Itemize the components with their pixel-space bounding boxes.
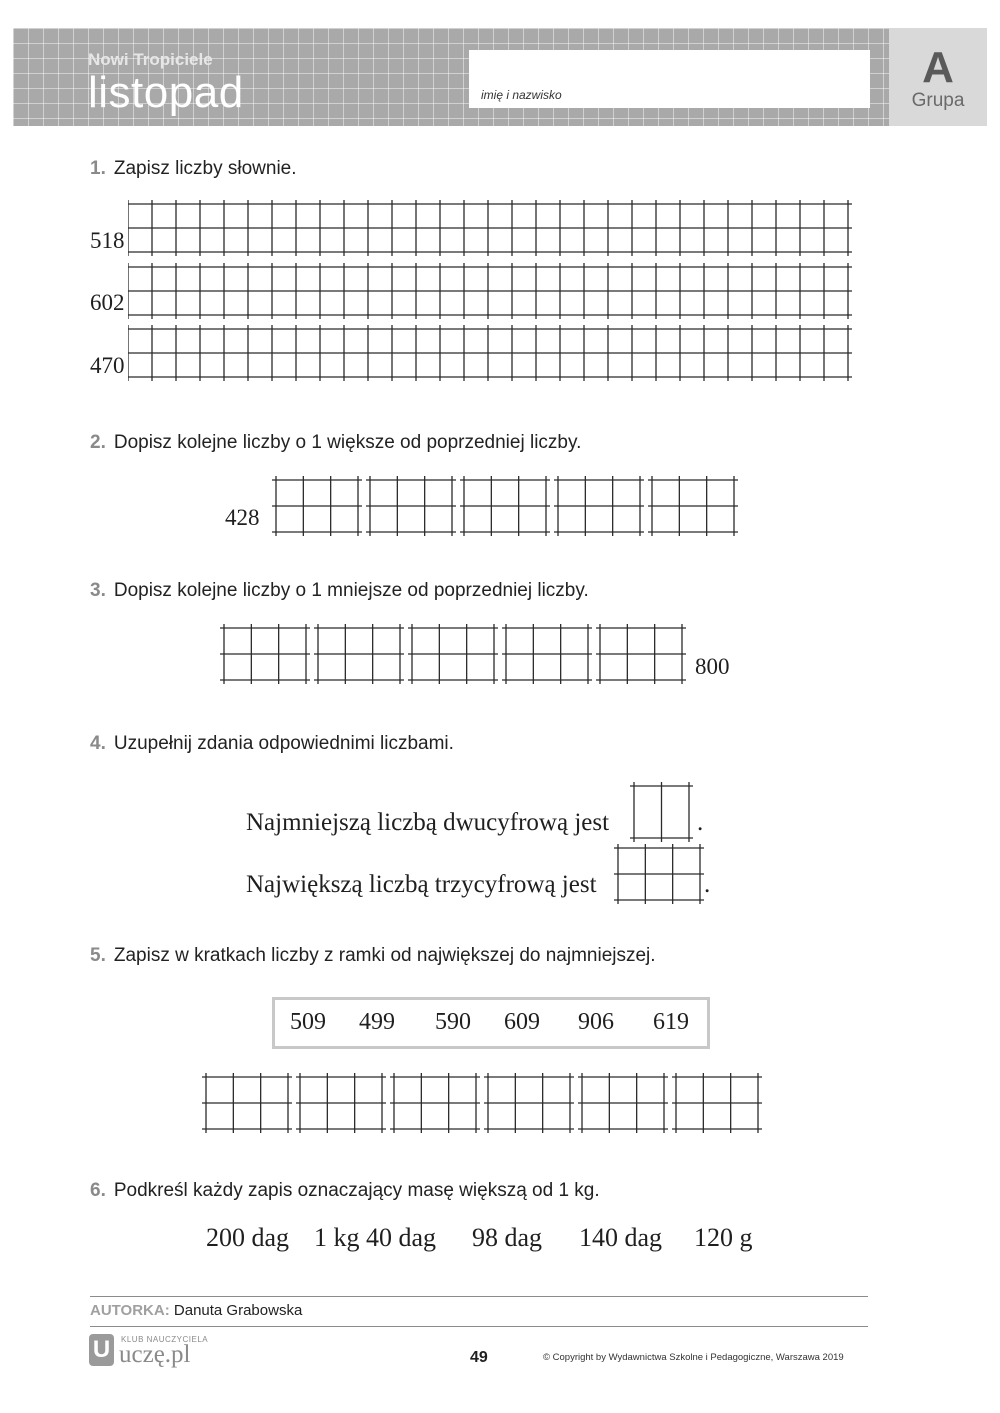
- task-3-box-5: [596, 624, 686, 684]
- mass-option[interactable]: 98 dag: [472, 1223, 543, 1252]
- task-2-box-3: [460, 476, 550, 536]
- task-2-box-4: [554, 476, 644, 536]
- frame-number: 509: [290, 1009, 326, 1035]
- task-3-instruction: 3. Dopisz kolejne liczby o 1 mniejsze od poprzedniej liczby.: [90, 580, 589, 601]
- month-title: listopad: [88, 68, 244, 117]
- task-1-writing-grid[interactable]: [128, 198, 868, 393]
- logo-icon: U: [89, 1334, 114, 1366]
- mass-option[interactable]: 200 dag: [206, 1223, 290, 1252]
- task-2-start-number: 428: [225, 505, 260, 530]
- name-field-label: imię i nazwisko: [481, 88, 562, 102]
- task-4-dot-2: .: [704, 871, 711, 898]
- task-5-box-1: [202, 1073, 292, 1133]
- page-number: 49: [470, 1349, 488, 1366]
- task-3-box-2: [314, 624, 404, 684]
- task-2-box-1: [272, 476, 362, 536]
- task-4-instruction: 4. Uzupełnij zdania odpowiednimi liczbami.: [90, 733, 454, 754]
- frame-number: 619: [653, 1009, 689, 1035]
- group-letter: A: [922, 43, 954, 92]
- task-1-label-3: 470: [90, 353, 125, 378]
- task-6-instruction: 6. Podkreśl każdy zapis oznaczający masę większą od 1 kg.: [90, 1180, 600, 1201]
- logo-name: uczę.pl: [119, 1341, 191, 1368]
- copyright: © Copyright by Wydawnictwa Szkolne i Pedagogiczne, Warszawa 2019: [543, 1352, 844, 1363]
- task-4-sentence-2: Największą liczbą trzycyfrową jest: [246, 871, 597, 898]
- name-field[interactable]: [469, 50, 870, 108]
- mass-option[interactable]: 1 kg 40 dag: [314, 1223, 437, 1252]
- series-title: Nowi Tropiciele: [88, 50, 213, 69]
- mass-option[interactable]: 140 dag: [579, 1223, 663, 1252]
- group-badge: [889, 28, 987, 126]
- frame-number: 906: [578, 1009, 614, 1035]
- task-1-grid-row-3: [128, 325, 852, 381]
- group-label: Grupa: [911, 90, 965, 111]
- task-2-answer-boxes[interactable]: [270, 474, 745, 544]
- task-4-answer-2[interactable]: [612, 842, 711, 906]
- task-3-end-number: 800: [695, 654, 730, 679]
- task-1-label-1: 518: [90, 228, 125, 253]
- footer-rule-top: [90, 1296, 868, 1297]
- task-5-box-3: [390, 1073, 480, 1133]
- task-5-box-2: [296, 1073, 386, 1133]
- task-3-box-1: [220, 624, 310, 684]
- frame-number: 499: [359, 1009, 395, 1035]
- task-5-box-4: [484, 1073, 574, 1133]
- task-3-box-4: [502, 624, 592, 684]
- task-5-box-5: [578, 1073, 668, 1133]
- task-5-number-frame: [272, 997, 710, 1049]
- task-1-grid-row-1: [128, 200, 852, 256]
- frame-number: 609: [504, 1009, 540, 1035]
- task-5-answer-boxes[interactable]: [200, 1071, 765, 1141]
- task-4-sentence-1: Najmniejszą liczbą dwucyfrową jest: [246, 809, 610, 836]
- frame-number: 590: [435, 1009, 471, 1035]
- author-line: AUTORKA: Danuta Grabowska: [90, 1302, 303, 1319]
- task-3-box-3: [408, 624, 498, 684]
- mass-option[interactable]: 120 g: [694, 1223, 753, 1252]
- task-5-box-6: [672, 1073, 762, 1133]
- task-2-box-2: [366, 476, 456, 536]
- task-5-instruction: 5. Zapisz w kratkach liczby z ramki od największej do najmniejszej.: [90, 945, 656, 966]
- task-4-dot-1: .: [697, 809, 704, 836]
- footer-rule-bottom: [90, 1326, 868, 1327]
- task-4-answer-1[interactable]: [628, 780, 698, 844]
- task-1-grid-row-2: [128, 263, 852, 319]
- task-1-label-2: 602: [90, 290, 125, 315]
- task-2-box-5: [648, 476, 738, 536]
- task-2-instruction: 2. Dopisz kolejne liczby o 1 większe od poprzedniej liczby.: [90, 432, 582, 453]
- task-3-answer-boxes[interactable]: [218, 622, 693, 692]
- logo-club-text: KLUB NAUCZYCIELA: [121, 1335, 209, 1344]
- task-1-instruction: 1. Zapisz liczby słownie.: [90, 158, 297, 179]
